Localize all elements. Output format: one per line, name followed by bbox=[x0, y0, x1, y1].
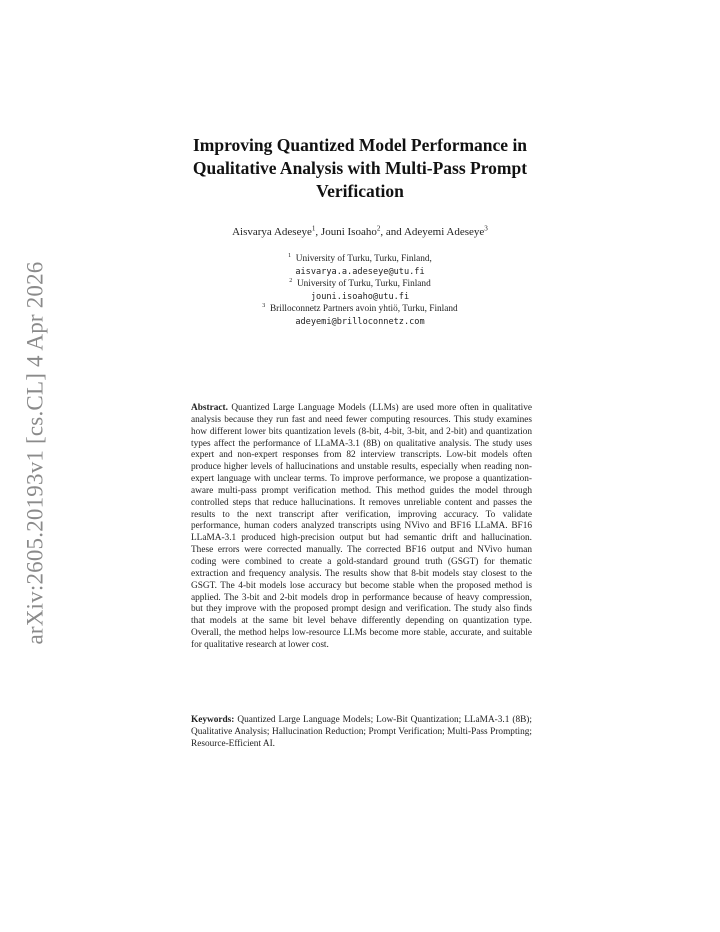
author-affiliation-mark: 2 bbox=[376, 224, 381, 233]
arxiv-identifier: arXiv:2605.20193v1 [cs.CL] 4 Apr 2026 bbox=[23, 260, 48, 645]
author-name: Aisvarya Adeseye bbox=[232, 226, 312, 238]
affiliation-institution: Brilloconnetz Partners avoin yhtiö, Turku, Finland bbox=[269, 304, 458, 315]
abstract-text: Quantized Large Language Models (LLMs) are used more often in qualitative analysis because they run fast and need fewer computing resources. This study examines how different lower bits quantization levels (8-bit, 4-bit, 3-bit, and 2-bit) and quantization types affect the performance of LLaMA-3.1 (8B) on qualitative analysis. The study uses expert and non-expert responses from 82 interview transcripts. Low-bit models often produce higher levels of hallucinations and unstable results, especially when reading non-expert language with unclear terms. To improve performance, we propose a quantization-aware multi-pass prompt verification method. This method guides the model through controlled steps that reduce hallucinations. It removes unreliable content and passes the results to the next transcript after verification, improving accuracy. To validate performance, human coders analyzed transcripts using NVivo and BF16 LLaMA. BF16 LLaMA-3.1 produced high-precision output but had semantic drift and hallucination. These errors were corrected manually. The corrected BF16 output and NVivo human coding were combined to create a gold-standard ground truth (GSGT) for thematic extraction and frequency analysis. The results show that 8-bit models stay closest to the GSGT. The 4-bit models lose accuracy but become stable when the proposed method is applied. The 3-bit and 2-bit models drop in performance because of heavy compression, but they improve with the proposed prompt design and verification. The study also finds that models at the same bit level behave differently depending on quantization type. Overall, the method helps low-resource LLMs become more stable, accurate, and suitable for qualitative research at lower cost. bbox=[191, 403, 533, 650]
affiliation-list bbox=[160, 253, 560, 329]
affiliation-email[interactable]: adeyemi@brilloconnetz.com bbox=[295, 316, 425, 327]
author-separator: , bbox=[315, 226, 321, 238]
author-name: Adeyemi Adeseye bbox=[403, 226, 485, 238]
keywords-text: Quantized Large Language Models; Low-Bit Quantization; LLaMA-3.1 (8B); Qualitative Analysis; Hallucination Reduction; Prompt Verification; Multi-Pass Prompting; Resource-Efficient AI. bbox=[191, 715, 532, 749]
affiliation-institution: University of Turku, Turku, Finland, bbox=[295, 254, 432, 264]
keywords-label: Keywords: bbox=[191, 715, 235, 725]
affiliation-institution: University of Turku, Turku, Finland bbox=[296, 279, 431, 290]
author-affiliation-mark: 1 bbox=[311, 224, 316, 233]
affiliation-entry bbox=[160, 303, 560, 316]
affiliation-entry bbox=[160, 253, 560, 266]
affiliation-mark: 1 bbox=[288, 252, 292, 259]
affiliation-mark: 2 bbox=[289, 278, 293, 285]
author-list bbox=[160, 226, 560, 238]
author-separator: , and bbox=[380, 226, 404, 238]
abstract-label: Abstract. bbox=[191, 403, 228, 413]
author-name: Jouni Isoaho bbox=[320, 226, 377, 238]
affiliation-mark: 3 bbox=[262, 303, 266, 310]
keywords bbox=[191, 715, 532, 751]
arxiv-stamp bbox=[16, 260, 56, 645]
paper-title: Improving Quantized Model Performance in Qualitative Analysis with Multi-Pass Prompt Verification bbox=[192, 135, 528, 201]
affiliation-email[interactable]: aisvarya.a.adeseye@utu.fi bbox=[295, 266, 425, 277]
affiliation-email[interactable]: jouni.isoaho@utu.fi bbox=[310, 291, 410, 302]
affiliation-entry bbox=[160, 278, 560, 291]
author-affiliation-mark: 3 bbox=[484, 224, 488, 233]
abstract bbox=[191, 403, 532, 652]
